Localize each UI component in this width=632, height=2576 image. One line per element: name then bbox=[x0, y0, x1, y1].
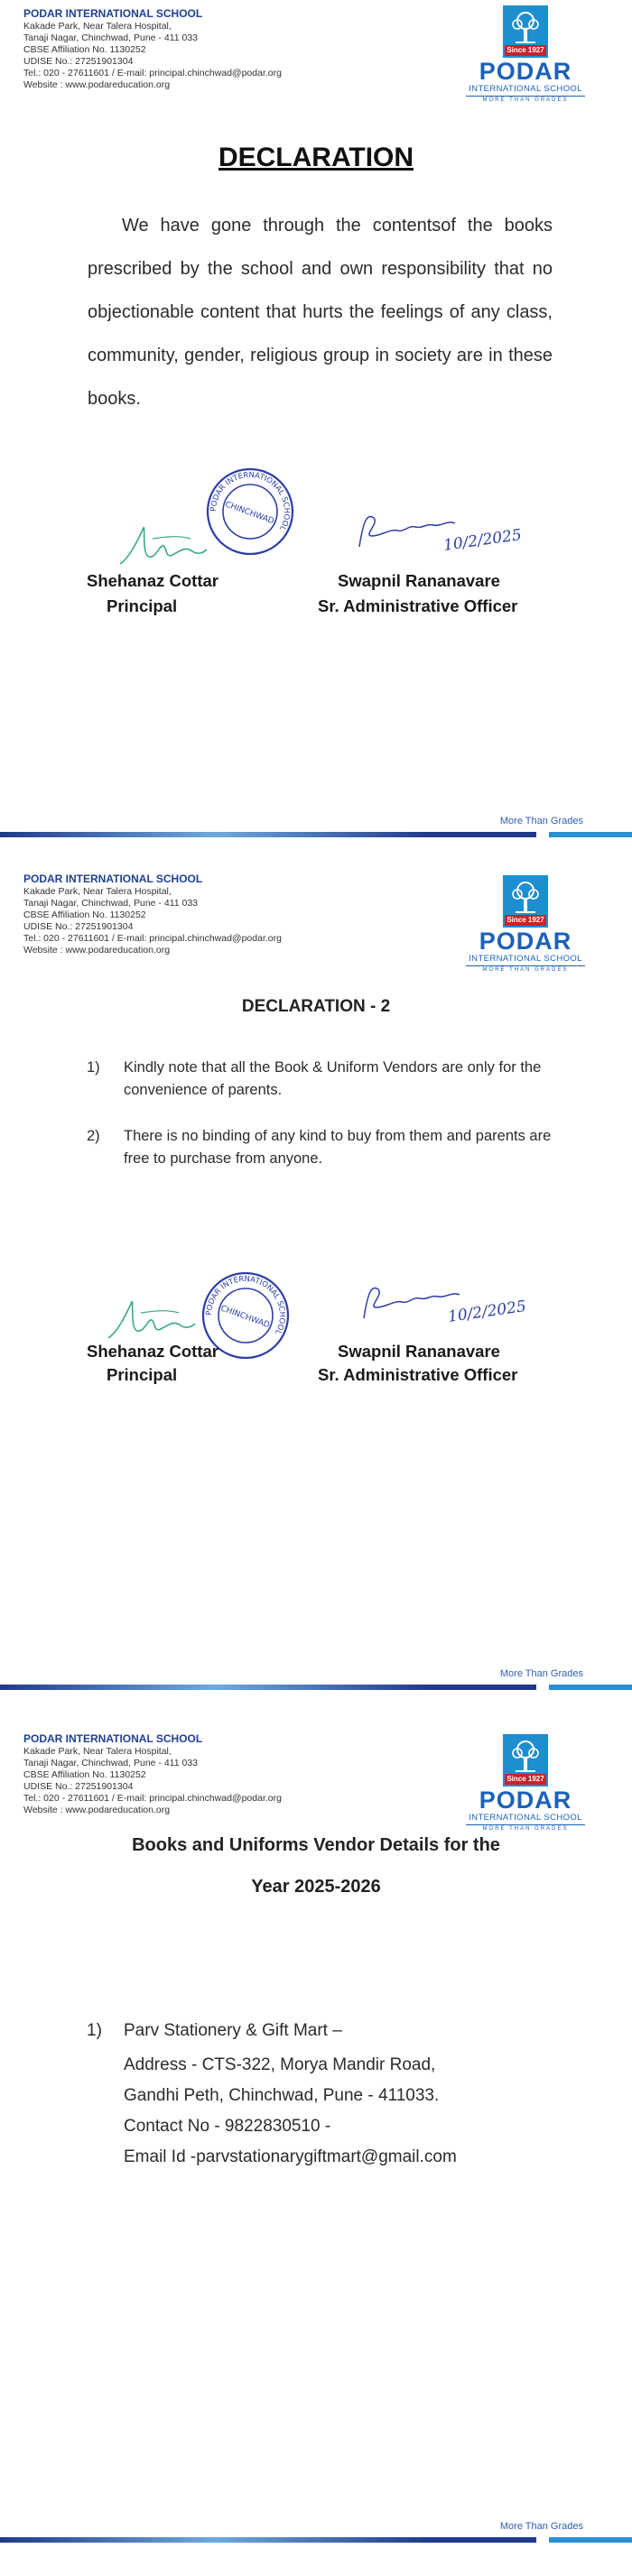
footer-bar-accent bbox=[549, 2537, 632, 2543]
svg-text:CHINCHWAD: CHINCHWAD bbox=[223, 500, 275, 527]
vendor-name: Parv Stationery & Gift Mart – bbox=[124, 2021, 342, 2040]
page-declaration bbox=[0, 0, 632, 853]
officer-name: Swapnil Rananavare bbox=[338, 571, 500, 590]
vendor-entry bbox=[87, 2018, 592, 2170]
page-title-line2: Year 2025-2026 bbox=[251, 1877, 381, 1897]
vendor-number: 1) bbox=[87, 2021, 102, 2040]
svg-text:PODAR INTERNATIONAL SCHOOL: PODAR INTERNATIONAL SCHOOL bbox=[204, 1274, 287, 1336]
school-affiliation: CBSE Affiliation No. 1130252 bbox=[23, 44, 146, 55]
school-address-line1: Kakade Park, Near Talera Hospital, bbox=[23, 21, 172, 32]
school-contact: Tel.: 020 - 27611601 / E-mail: principal.chinchwad@podar.org bbox=[23, 933, 282, 944]
school-udise: UDISE No.: 27251901304 bbox=[23, 56, 134, 67]
declaration-body bbox=[88, 204, 553, 420]
principal-signature-icon bbox=[113, 519, 212, 573]
vendor-email: Email Id -parvstationarygiftmart@gmail.com bbox=[124, 2147, 457, 2166]
school-stamp-icon bbox=[205, 466, 295, 557]
vendor-contact: Contact No - 9822830510 - bbox=[124, 2117, 331, 2136]
logo-subtitle: INTERNATIONAL SCHOOL bbox=[469, 1813, 582, 1823]
podar-logo bbox=[466, 1734, 585, 1833]
list-number: 1) bbox=[87, 1059, 100, 1076]
school-letterhead bbox=[23, 873, 282, 956]
school-address-line2: Tanaji Nagar, Chinchwad, Pune - 411 033 bbox=[23, 898, 199, 909]
school-affiliation: CBSE Affiliation No. 1130252 bbox=[23, 1769, 146, 1780]
tree-logo-icon bbox=[503, 8, 548, 46]
page-title: DECLARATION bbox=[218, 143, 414, 172]
school-website: Website : www.podareducation.org bbox=[23, 79, 171, 90]
list-text: There is no binding of any kind to buy from them and parents are free to purchase from anyone. bbox=[124, 1128, 552, 1167]
school-udise: UDISE No.: 27251901304 bbox=[23, 1781, 134, 1792]
school-letterhead bbox=[23, 7, 282, 91]
school-affiliation: CBSE Affiliation No. 1130252 bbox=[23, 909, 146, 920]
school-contact: Tel.: 020 - 27611601 / E-mail: principal.chinchwad@podar.org bbox=[23, 68, 282, 78]
page-vendor-details bbox=[0, 1705, 632, 2558]
logo-tagline: MORE THAN GRADES bbox=[466, 1824, 585, 1833]
svg-text:10/2/2025: 10/2/2025 bbox=[441, 526, 524, 555]
logo-tagline: MORE THAN GRADES bbox=[466, 96, 585, 105]
logo-name: PODAR bbox=[479, 928, 572, 955]
logo-since: Since 1927 bbox=[505, 915, 546, 926]
footer-bar bbox=[0, 1685, 536, 1690]
principal-name: Shehanaz Cottar bbox=[87, 571, 218, 590]
page-title-line1: Books and Uniforms Vendor Details for the bbox=[132, 1835, 500, 1855]
principal-role: Principal bbox=[107, 596, 178, 615]
school-website: Website : www.podareducation.org bbox=[23, 1805, 171, 1815]
page-title: DECLARATION - 2 bbox=[241, 997, 391, 1016]
list-number: 2) bbox=[87, 1128, 100, 1144]
principal-signature-icon bbox=[101, 1293, 200, 1347]
svg-text:10/2/2025: 10/2/2025 bbox=[446, 1297, 528, 1326]
logo-name: PODAR bbox=[479, 58, 572, 85]
school-udise: UDISE No.: 27251901304 bbox=[23, 921, 134, 932]
page-declaration-2 bbox=[0, 853, 632, 1705]
footer-label: More Than Grades bbox=[499, 1668, 583, 1679]
principal-name: Shehanaz Cottar bbox=[87, 1342, 218, 1361]
school-address-line1: Kakade Park, Near Talera Hospital, bbox=[23, 886, 172, 897]
page-title bbox=[0, 1824, 632, 1907]
footer-bar bbox=[0, 832, 536, 837]
footer-bar bbox=[0, 2537, 536, 2543]
list-text: Kindly note that all the Book & Uniform Vendors are only for the convenience of parents. bbox=[124, 1059, 542, 1098]
list-item bbox=[87, 1125, 574, 1170]
tree-logo-icon bbox=[503, 878, 548, 916]
footer-bar-accent bbox=[549, 1685, 632, 1690]
list-item bbox=[87, 1057, 574, 1102]
officer-signature-icon bbox=[358, 1277, 528, 1331]
footer-bar-accent bbox=[549, 832, 632, 837]
vendor-address-line1: Address - CTS-322, Morya Mandir Road, bbox=[124, 2055, 436, 2074]
school-address-line1: Kakade Park, Near Talera Hospital, bbox=[23, 1746, 172, 1757]
logo-since: Since 1927 bbox=[505, 45, 546, 56]
school-name: PODAR INTERNATIONAL SCHOOL bbox=[23, 7, 203, 20]
svg-text:CHINCHWAD: CHINCHWAD bbox=[218, 1304, 271, 1331]
school-address-line2: Tanaji Nagar, Chinchwad, Pune - 411 033 bbox=[23, 32, 199, 43]
tree-logo-icon bbox=[503, 1737, 548, 1775]
officer-signature-icon bbox=[354, 505, 524, 559]
logo-since: Since 1927 bbox=[505, 1774, 546, 1785]
officer-role: Sr. Administrative Officer bbox=[318, 596, 518, 615]
vendor-address-line2: Gandhi Peth, Chinchwad, Pune - 411033. bbox=[124, 2086, 440, 2105]
logo-tagline: MORE THAN GRADES bbox=[466, 965, 585, 974]
school-name: PODAR INTERNATIONAL SCHOOL bbox=[23, 873, 203, 885]
footer-label: More Than Grades bbox=[499, 816, 583, 826]
logo-subtitle: INTERNATIONAL SCHOOL bbox=[469, 954, 582, 964]
officer-role: Sr. Administrative Officer bbox=[318, 1365, 518, 1384]
logo-subtitle: INTERNATIONAL SCHOOL bbox=[469, 84, 582, 94]
school-name: PODAR INTERNATIONAL SCHOOL bbox=[23, 1732, 203, 1745]
school-letterhead bbox=[23, 1732, 282, 1816]
school-website: Website : www.podareducation.org bbox=[23, 945, 171, 956]
svg-text:PODAR INTERNATIONAL SCHOOL: PODAR INTERNATIONAL SCHOOL bbox=[209, 470, 292, 532]
footer-label: More Than Grades bbox=[499, 2521, 583, 2532]
logo-name: PODAR bbox=[479, 1787, 572, 1814]
officer-name: Swapnil Rananavare bbox=[338, 1342, 500, 1361]
podar-logo bbox=[466, 875, 585, 974]
declaration-list bbox=[87, 1057, 574, 1194]
declaration-text: We have gone through the contentsof the books prescribed by the school and own responsibility that no objectionable content that hurts the feelings of any class, community, gender, religious group in society are in these books. bbox=[88, 216, 553, 409]
podar-logo bbox=[466, 5, 585, 105]
school-contact: Tel.: 020 - 27611601 / E-mail: principal.chinchwad@podar.org bbox=[23, 1793, 282, 1804]
principal-role: Principal bbox=[107, 1365, 178, 1384]
school-address-line2: Tanaji Nagar, Chinchwad, Pune - 411 033 bbox=[23, 1758, 199, 1768]
